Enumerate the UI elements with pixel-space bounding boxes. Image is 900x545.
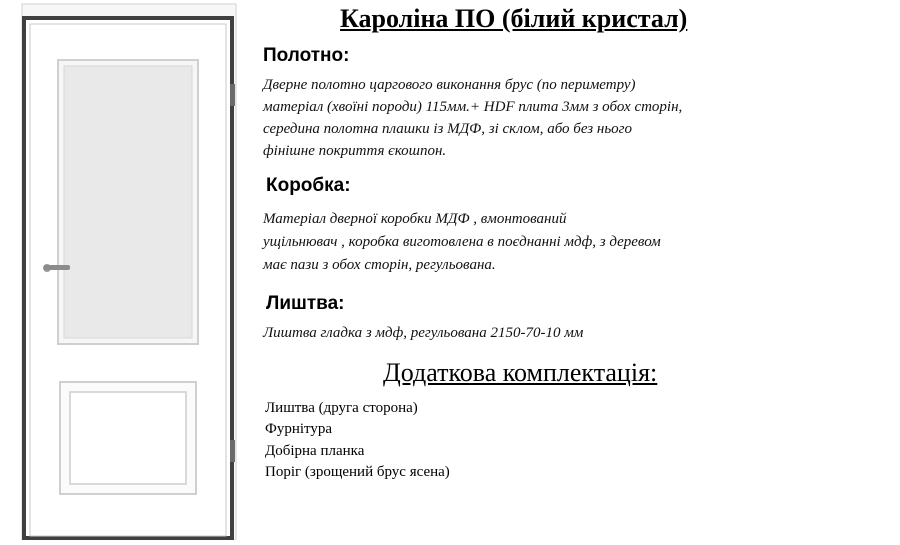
polotno-line-1: Дверне полотно царгового виконання брус (по периметру) [263, 77, 636, 93]
extras-item: Лиштва (друга сторона) [265, 400, 418, 416]
lower-panel-inner [70, 392, 186, 484]
korobka-line-2: ущільнювач , коробка виготовлена в поєднанні мдф, з деревом [263, 234, 661, 250]
polotno-line-4: фінішне покриття єкошпон. [263, 143, 447, 159]
lyshtva-line-1: Лиштва гладка з мдф, регульована 2150-70-10 мм [263, 325, 584, 341]
glass-panel [64, 66, 192, 338]
door-handle [44, 265, 70, 270]
polotno-line-2: матеріал (хвоїні породи) 115мм.+ HDF плита 3мм з обох сторін, [263, 99, 683, 115]
korobka-line-1: Матеріал дверної коробки МДФ , вмонтований [263, 211, 567, 227]
door-illustration [0, 0, 250, 540]
heading-polotno: Полотно: [263, 45, 350, 66]
extras-item: Добірна планка [265, 443, 365, 459]
page-title: Кароліна ПО (білий кристал) [340, 4, 688, 33]
heading-lyshtva: Лиштва: [266, 293, 345, 314]
hinge-bottom [230, 440, 235, 462]
polotno-line-3: середина полотна плашки із МДФ, зі склом, або без нього [263, 121, 633, 137]
extras-item: Поріг (зрощений брус ясена) [265, 464, 450, 480]
extras-item: Фурнітура [265, 421, 333, 437]
extras-title: Додаткова комплектація: [383, 358, 658, 387]
hinge-top [230, 84, 235, 106]
heading-korobka: Коробка: [266, 175, 351, 196]
korobka-line-3: має пази з обох сторін, регульована. [263, 257, 496, 273]
door-image [0, 0, 250, 540]
